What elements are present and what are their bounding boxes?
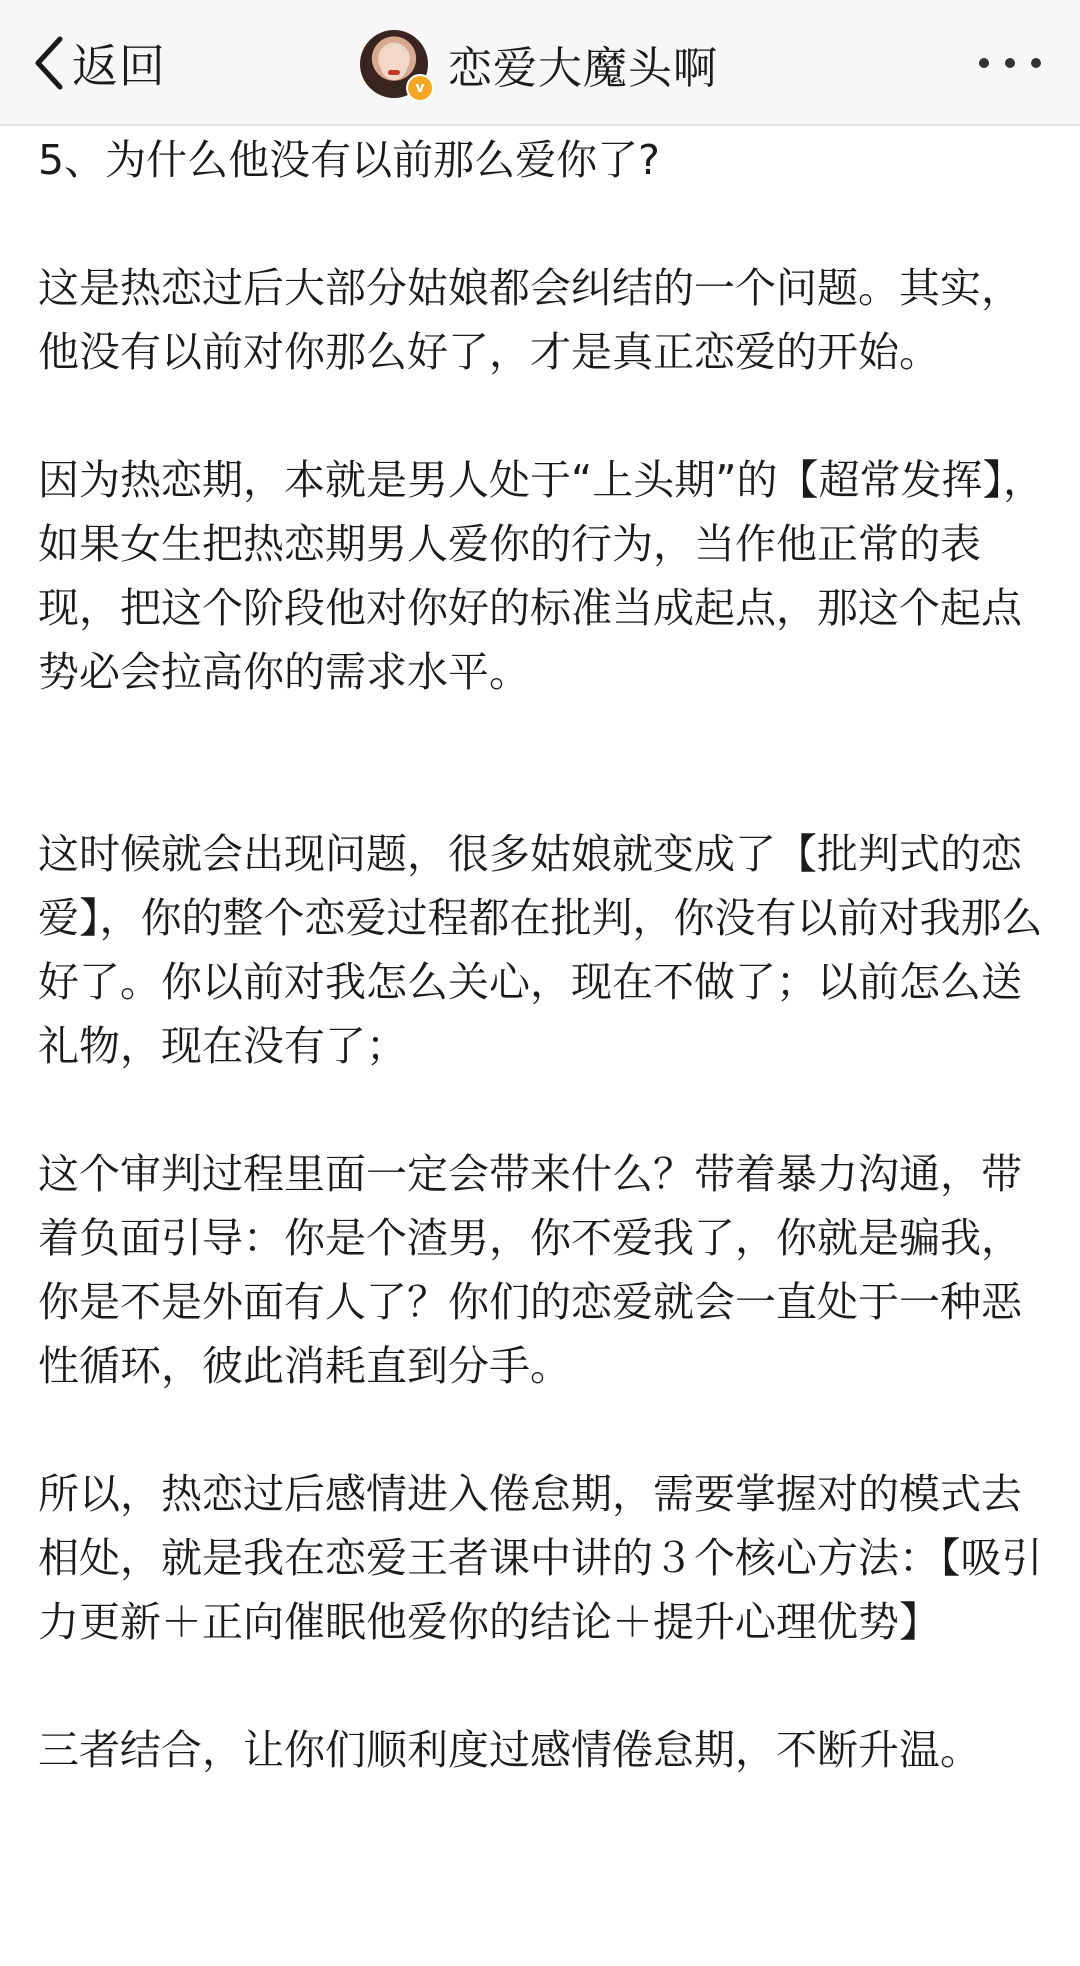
paragraph-spacer: [38, 704, 1048, 822]
navigation-bar: [0, 0, 1080, 126]
avatar-lips: [388, 70, 400, 75]
article-paragraph: 因为热恋期，本就是男人处于“上头期”的【超常发挥】，如果女生把热恋期男人爱你的行为，当作他正常的表现，把这个阶段他对你好的标准当成起点，那这个起点势必会拉高你的需求水平。: [38, 456, 1044, 696]
back-button[interactable]: [30, 28, 166, 98]
more-options-button[interactable]: [974, 46, 1046, 80]
paragraph-spacer: [38, 1654, 1048, 1718]
account-name[interactable]: 恋爱大魔头啊: [448, 43, 718, 94]
article-body: [38, 128, 1048, 1782]
paragraph-spacer: [38, 1398, 1048, 1462]
article-paragraph: 三者结合，让你们顺利度过感情倦怠期，不断升温。: [38, 1726, 981, 1774]
article-paragraph: 这时候就会出现问题，很多姑娘就变成了【批判式的恋爱】，你的整个恋爱过程都在批判，你没有以前对我那么好了。你以前对我怎么关心，现在不做了；以前怎么送礼物，现在没有了；: [38, 830, 1043, 1070]
article-paragraph: 这个审判过程里面一定会带来什么？带着暴力沟通，带着负面引导：你是个渣男，你不爱我了，你就是骗我，你是不是外面有人了？你们的恋爱就会一直处于一种恶性循环，彼此消耗直到分手。: [38, 1150, 1022, 1390]
paragraph-spacer: [38, 192, 1048, 256]
article-heading: 5、为什么他没有以前那么爱你了?: [38, 136, 660, 184]
article-paragraph: 这是热恋过后大部分姑娘都会纠结的一个问题。其实，他没有以前对你那么好了，才是真正恋爱的开始。: [38, 264, 1022, 376]
back-label: 返回: [72, 39, 166, 93]
more-horizontal-icon: [974, 65, 1046, 84]
verified-badge-icon: v: [406, 74, 434, 102]
paragraph-spacer: [38, 1078, 1048, 1142]
paragraph-spacer: [38, 384, 1048, 448]
account-header[interactable]: [360, 26, 718, 102]
avatar[interactable]: [360, 30, 428, 98]
chevron-left-icon: [30, 33, 66, 93]
article-paragraph: 所以，热恋过后感情进入倦怠期，需要掌握对的模式去相处，就是我在恋爱王者课中讲的３个核心方法：【吸引力更新＋正向催眠他爱你的结论＋提升心理优势】: [38, 1470, 1043, 1646]
